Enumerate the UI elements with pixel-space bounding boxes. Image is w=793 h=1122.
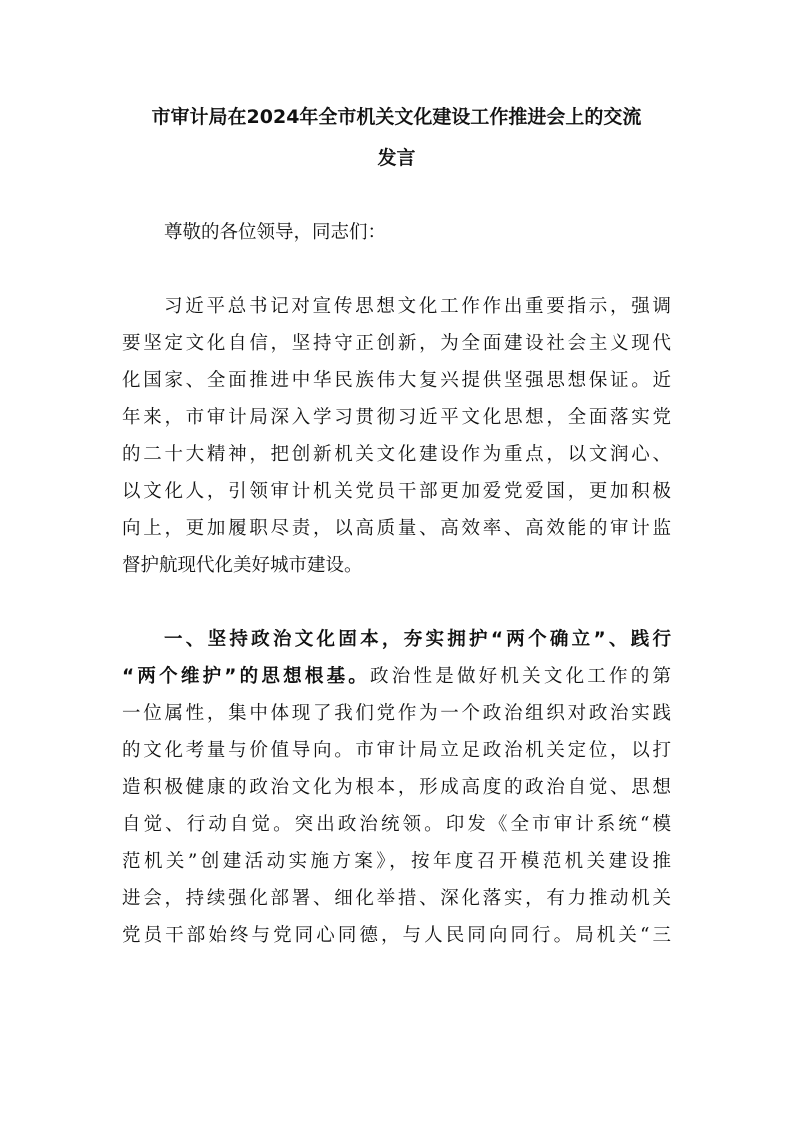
section-heading-line-1: 一、坚持政治文化固本，夯实拥护“两个确立”、践行 bbox=[164, 629, 671, 650]
salutation: 尊敬的各位领导，同志们： bbox=[164, 222, 387, 243]
section-heading-line-2: “两个维护”的思想根基。 bbox=[122, 666, 371, 687]
para1-line-8: 督护航现代化美好城市建设。 bbox=[122, 555, 363, 576]
document-title-line-1: 市审计局在2024年全市机关文化建设工作推进会上的交流 bbox=[151, 106, 642, 128]
para2-line-4: 的文化考量与价值导向。市审计局立足政治机关定位，以打 bbox=[122, 740, 671, 761]
para1-line-1: 习近平总书记对宣传思想文化工作作出重要指示，强调 bbox=[164, 296, 671, 317]
para2-line-6: 自觉、行动自觉。突出政治统领。印发《全市审计系统“模 bbox=[122, 814, 671, 835]
para2-line-5: 造积极健康的政治文化为根本，形成高度的政治自觉、思想 bbox=[122, 777, 671, 798]
para1-line-5: 的二十大精神，把创新机关文化建设作为重点，以文润心、 bbox=[122, 444, 671, 465]
para2-line-2 bbox=[122, 666, 671, 688]
para2-line-8: 进会，持续强化部署、细化举措、深化落实，有力推动机关 bbox=[122, 888, 671, 909]
para1-line-2: 要坚定文化自信，坚持守正创新，为全面建设社会主义现代 bbox=[122, 333, 671, 354]
para2-line-3: 一位属性，集中体现了我们党作为一个政治组织对政治实践 bbox=[122, 703, 671, 724]
para2-line-9: 党员干部始终与党同心同德，与人民同向同行。局机关“三 bbox=[122, 925, 671, 946]
para2-line-2-text: 政治性是做好机关文化工作的第 bbox=[370, 666, 671, 687]
para1-line-4: 年来，市审计局深入学习贯彻习近平文化思想，全面落实党 bbox=[122, 407, 671, 428]
document-title-line-2: 发言 bbox=[377, 147, 416, 169]
para1-line-7: 向上，更加履职尽责，以高质量、高效率、高效能的审计监 bbox=[122, 518, 671, 539]
para1-line-3: 化国家、全面推进中华民族伟大复兴提供坚强思想保证。近 bbox=[122, 370, 671, 391]
para1-line-6: 以文化人，引领审计机关党员干部更加爱党爱国，更加积极 bbox=[122, 481, 671, 502]
para2-line-7: 范机关”创建活动实施方案》，按年度召开模范机关建设推 bbox=[122, 851, 671, 872]
